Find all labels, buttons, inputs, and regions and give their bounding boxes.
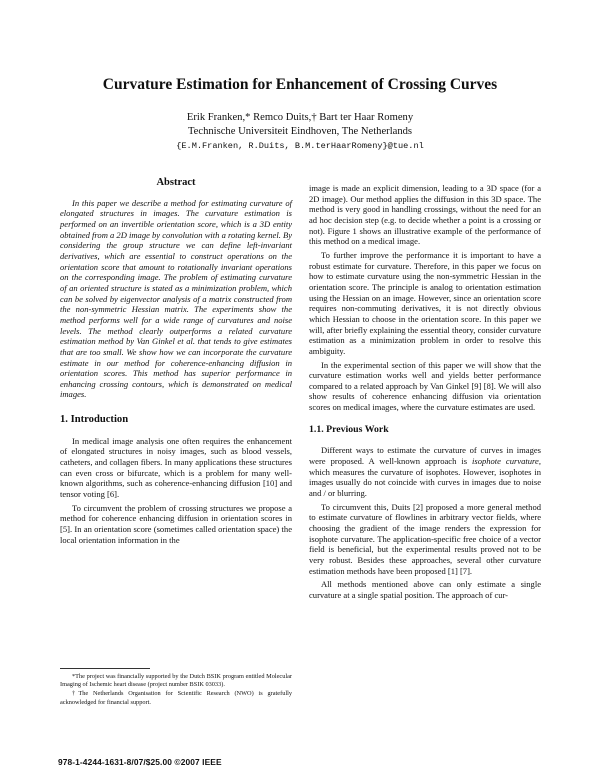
footnote-2: †The Netherlands Organisation for Scientific Research (NWO) is gratefully acknowledged for financial support.: [60, 690, 292, 706]
footnote-rule: [60, 668, 150, 669]
previous-work-paragraph-2: To circumvent this, Duits [2] proposed a more general method to estimate curvature of flowlines in arbitrary vector fields, where choosing the gradient of the image renders the expression for isophote curvature. The application-specific free choice of a vector field is beneficial, but the experimental results proved not to be very robust. Besides these approaches, several other curvature estimation methods have been proposed [1] [7].: [309, 501, 541, 576]
pw-text-a: Different ways to estimate the curvature of curves in images were proposed. A well-known approach is: [309, 445, 541, 467]
previous-work-heading: 1.1. Previous Work: [309, 423, 389, 435]
abstract-heading: Abstract: [156, 177, 196, 188]
introduction-heading: 1. Introduction: [60, 414, 129, 426]
pw-emphasis: isophote curvature: [472, 456, 539, 467]
paper-title: Curvature Estimation for Enhancement of Crossing Curves: [102, 76, 498, 93]
right-paragraph-1: image is made an explicit dimension, leading to a 3D space (for a 2D image). Our method applies the diffusion in this 3D space. The method is very good in handling crossings, without the need for an ad hoc decision step (e.g. to decide whether a point is a crossing or not). Figure 1 shows an illustrative example of the performance of this method on a medical image.: [309, 183, 541, 247]
introduction-section: [60, 415, 292, 545]
footnotes: [60, 668, 292, 708]
intro-paragraph-1: In medical image analysis one often requires the enhancement of elongated structures in noisy images, such as blood vessels, catheters, and collagen fibers. In many applications these structures can even cross or bifurcate, which is a problem for many well-known algorithms, such as coherence-enhancing diffusion [10] and tensor voting [6].: [60, 435, 292, 500]
abstract-text: In this paper we describe a method for estimating curvature of elongated structures in images. The curvature estimation is performed on an invertible orientation score, which is a 3D entity obtained from a 2D image by convolution with a rotating kernel. By considering the group structure we can define left-invariant derivatives, which are essential to construct operations on the orientation score that amount to rotationally invariant operations on the corresponding image. The problem of estimating curvature of an oriented structure is stated as a minimization problem, which can be solved by eigenvector analysis of a matrix constructed from the non-symmetric Hessian matrix. The experiments show the method performs well for a wide range of curvatures and noise levels. The method clearly outperforms a related curvature estimation method by Van Ginkel et al. that tends to give estimates that are too small. We show how we can incorporate the curvature estimate in our method for coherence-enhancing diffusion in orientation scores. This method has superior performance in enhancing crossing contours, which is demonstrated on medical images.: [60, 197, 292, 400]
email-line: {E.M.Franken, R.Duits, B.M.terHaarRomeny}@tue.nl: [176, 141, 424, 151]
isbn-copyright: 978-1-4244-1631-8/07/$25.00 ©2007 IEEE: [58, 757, 222, 767]
previous-work-paragraph-3: All methods mentioned above can only estimate a single curvature at a single spatial position. The approach of cur-: [309, 579, 541, 600]
footnote-1: *The project was financially supported by the Dutch BSIK program entitled Molecular Imaging of Ischemic heart disease (project number BSIK 03033).: [60, 673, 292, 689]
abstract-section: [60, 178, 292, 400]
right-paragraph-2: To further improve the performance it is important to have a robust estimate for curvature. Therefore, in this paper we focus on how to estimate curvature using the non-symmetric Hessian in the orientation score. The principle is analog to orientation estimation using the Hessian on an image. However, since an orientation score requires non-commuting derivatives, it is not directly obvious which Hessian to choose in the orientation score. In this paper we will, after briefly explaining the essential theory, consider curvature estimation as a minimization problem in order to resolve this ambiguity.: [309, 249, 541, 356]
author-names: Erik Franken,* Remco Duits,† Bart ter Haar Romeny: [186, 112, 414, 123]
intro-paragraph-2: To circumvent the problem of crossing structures we propose a method for coherence enhancing diffusion in orientation scores in [5]. In an orientation score (sometimes called orientation space) the local orientation information in the: [60, 502, 292, 545]
pw-text-b: , which measures the curvature of isophotes. However, isophotes in images usually do not coincide with curves in images due to noise and / or blurring.: [309, 456, 541, 499]
previous-work-paragraph-1: [309, 445, 541, 498]
affiliation: Technische Universiteit Eindhoven, The Netherlands: [187, 126, 413, 137]
right-paragraph-3: In the experimental section of this paper we will show that the curvature estimation works well and yields better performance compared to a related approach by Van Ginkel [9] [8]. We will also show results of coherence enhancing diffusion via orientation scores on medical images, where the curvature estimates are used.: [309, 359, 541, 413]
right-column: [309, 183, 541, 601]
author-block: [0, 111, 600, 153]
left-column: [60, 178, 292, 545]
